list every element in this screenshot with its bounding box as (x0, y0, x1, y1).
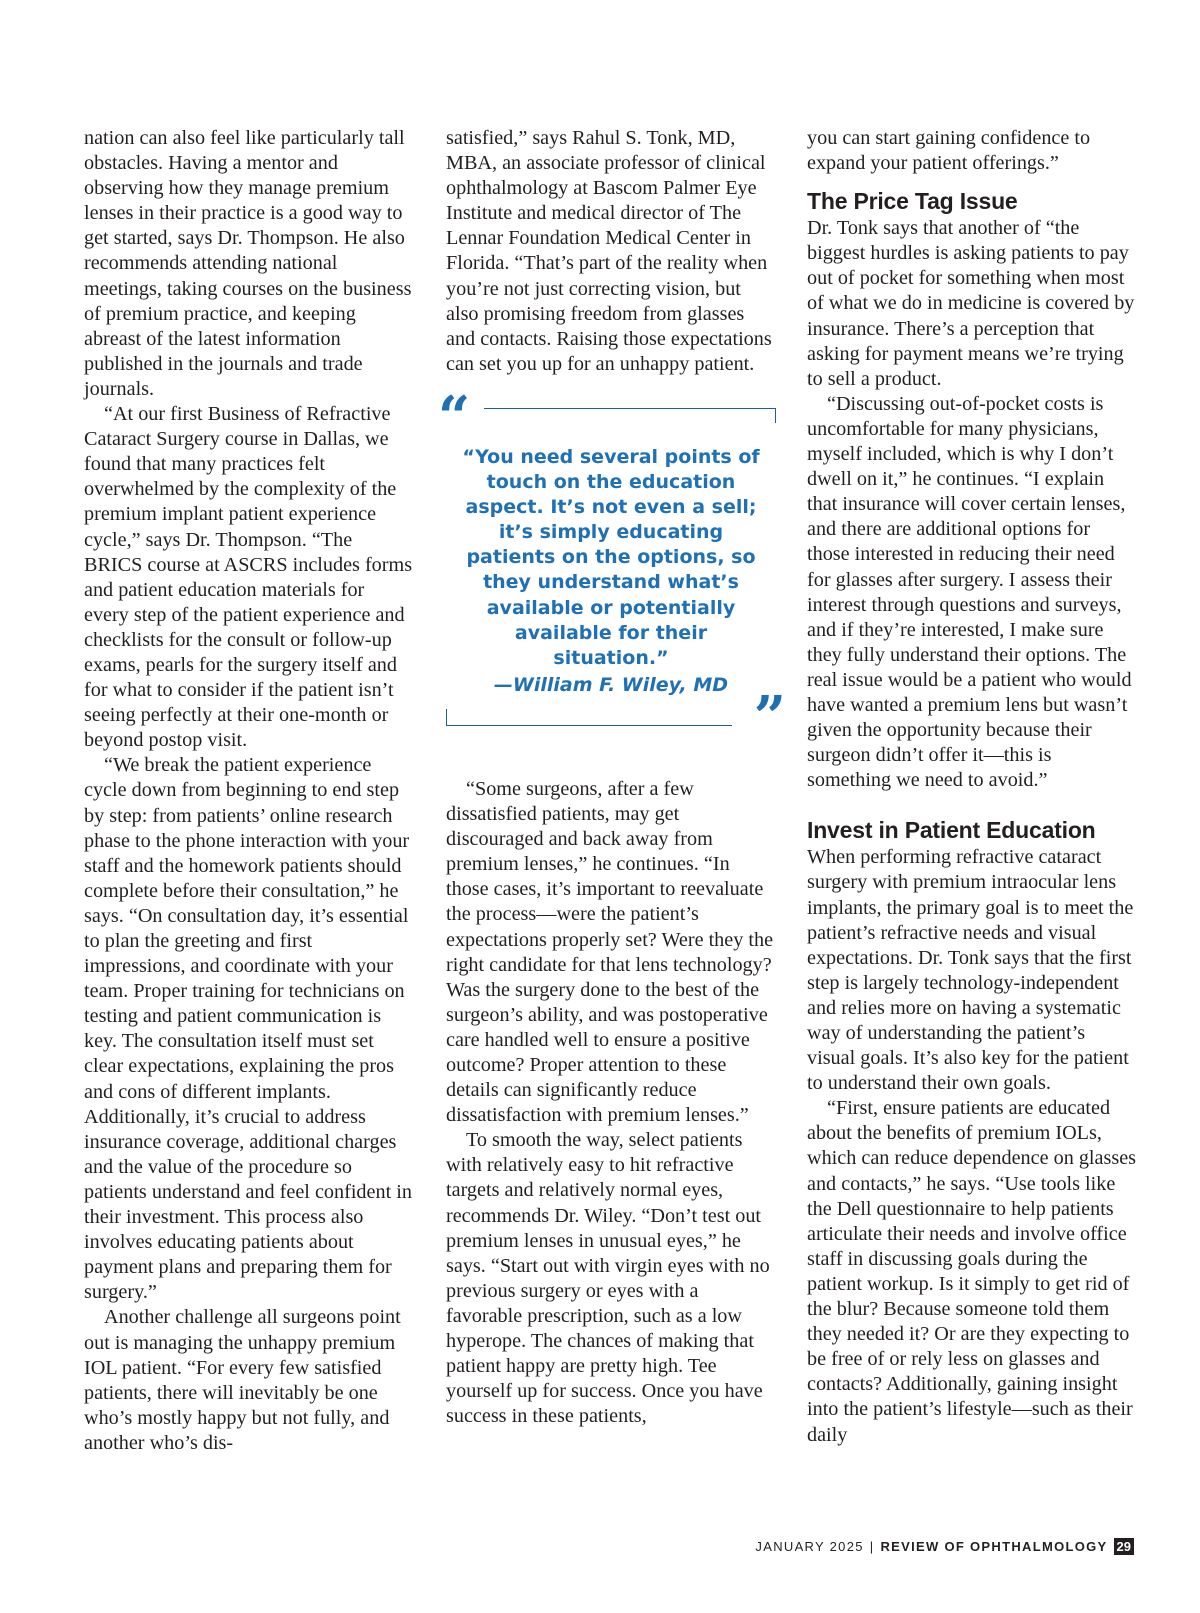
magazine-title: REVIEW OF OPHTHALMOLOGY (880, 1539, 1108, 1554)
page-number: 29 (1114, 1538, 1134, 1555)
paragraph: you can start gaining confidence to expand your patient offerings.” (807, 127, 1091, 175)
pull-quote-text: “You need several points of touch on the education aspect. It’s not even a sell; it’s simply educating patients on the options, so they understand what’s available or potentially available for their situation.” (462, 445, 760, 669)
paragraph: nation can also feel like particularly tall obstacles. Having a mentor and observing how they manage premium lenses in their practice is a good way to get started, says Dr. Thompson. He also recommends attending national meetings, taking courses on the business of premium practice, and keeping abreast of the latest information published in the journals and trade journals. (84, 127, 412, 400)
article-column-1 (84, 126, 414, 1456)
paragraph: Dr. Tonk says that another of “the biggest hurdles is asking patients to pay out of pocket for something when most of what we do in medicine is covered by insurance. There’s a perception that asking for payment means we’re trying to sell a product. (807, 217, 1135, 390)
pull-quote (438, 377, 786, 777)
open-quote-icon: “ (438, 383, 471, 450)
paragraph: “Some surgeons, after a few dissatisfied patients, may get discouraged and back away from premium lenses,” he continues. “In those cases, it’s important to reevaluate the process—were the patient’s expectations properly set? Were they the right candidate for that lens technology? Was the surgery done to the best of the surgeon’s ability, and was postoperative care handled well to ensure a positive outcome? Proper attention to these details can significantly reduce dissatisfaction with premium lenses.” (446, 777, 774, 1127)
page-footer (755, 1538, 1134, 1555)
article-column-2 (438, 126, 786, 1429)
paragraph: “Discussing out-of-pocket costs is uncomfortable for many physicians, myself included, which is why I don’t dwell on it,” he continues. “I explain that insurance will cover certain lenses, and there are additional options for those interested in reducing their need for glasses after surgery. I assess their interest through questions and surveys, and if they’re interested, I make sure they fully understand their options. The real issue would be a patient who would have wanted a premium lens but wasn’t given the opportunity because their surgeon didn’t offer it—this is something we need to avoid.” (807, 392, 1132, 792)
article-column-3 (807, 126, 1137, 1448)
paragraph: satisfied,” says Rahul S. Tonk, MD, MBA, an associate professor of clinical ophthalmology at Bascom Palmer Eye Institute and medical director of The Lennar Foundation Medical Center in Florida. “That’s part of the reality when you’re not just correcting vision, but also promising freedom from glasses and contacts. Raising those expectations can set you up for an unhappy patient. (446, 127, 772, 375)
close-quote-icon: ” (753, 683, 786, 750)
pull-quote-top-rule (484, 408, 776, 423)
pull-quote-bottom-rule (446, 709, 732, 726)
section-heading: The Price Tag Issue (807, 188, 1018, 215)
paragraph: Another challenge all surgeons point out is managing the unhappy premium IOL patient. “For every few satisfied patients, there will inevitably be one who’s mostly happy but not fully, and another who’s dis- (84, 1306, 401, 1454)
pull-quote-attribution: —William F. Wiley, MD (493, 673, 729, 696)
paragraph: When performing refractive cataract surgery with premium intraocular lens implants, the primary goal is to meet the patient’s refractive needs and visual expectations. Dr. Tonk says that the first step is largely technology-independent and relies more on having a systematic way of understanding the patient’s visual goals. It’s also key for the patient to understand their own goals. (807, 846, 1134, 1095)
footer-separator: | (869, 1539, 875, 1554)
paragraph: “We break the patient experience cycle down from beginning to end step by step: from patients’ online research phase to the phone interaction with your staff and the homework patients should complete before their consultation,” he says. “On consultation day, it’s essential to plan the greeting and first impressions, and coordinate with your team. Proper training for technicians on testing and patient communication is key. The consultation itself must set clear expectations, explaining the pros and cons of different implants. Additionally, it’s crucial to address insurance coverage, additional charges and the value of the procedure so patients understand and feel confident in their investment. This process also involves educating patients about payment plans and preparing them for surgery.” (84, 754, 412, 1304)
paragraph: To smooth the way, select patients with relatively easy to hit refractive targets and relatively normal eyes, recommends Dr. Wiley. “Don’t test out premium lenses in unusual eyes,” he says. “Start out with virgin eyes with no previous surgery or eyes with a favorable prescription, such as a low hyperope. The chances of making that patient happy are pretty high. Tee yourself up for success. Once you have success in these patients, (446, 1129, 770, 1428)
paragraph: “First, ensure patients are educated about the benefits of premium IOLs, which can reduce dependence on glasses and contacts,” he says. “Use tools like the Dell questionnaire to help patients articulate their needs and involve office staff in discussing goals during the patient workup. Is it simply to get rid of the blur? Because someone told them they needed it? Or are they expecting to be free of or rely less on glasses and contacts? Additionally, gaining insight into the patient’s lifestyle—such as their daily (807, 1097, 1137, 1446)
issue-date: JANUARY 2025 (755, 1539, 864, 1554)
section-heading: Invest in Patient Education (807, 817, 1096, 844)
paragraph: “At our first Business of Refractive Cataract Surgery course in Dallas, we found that many practices felt overwhelmed by the complexity of the premium implant patient experience cycle,” says Dr. Thompson. “The BRICS course at ASCRS includes forms and patient education materials for every step of the patient experience and checklists for the consult or follow-up exams, pearls for the surgery itself and for what to consider if the patient isn’t seeing perfectly at their one-month or beyond postop visit. (84, 403, 413, 752)
